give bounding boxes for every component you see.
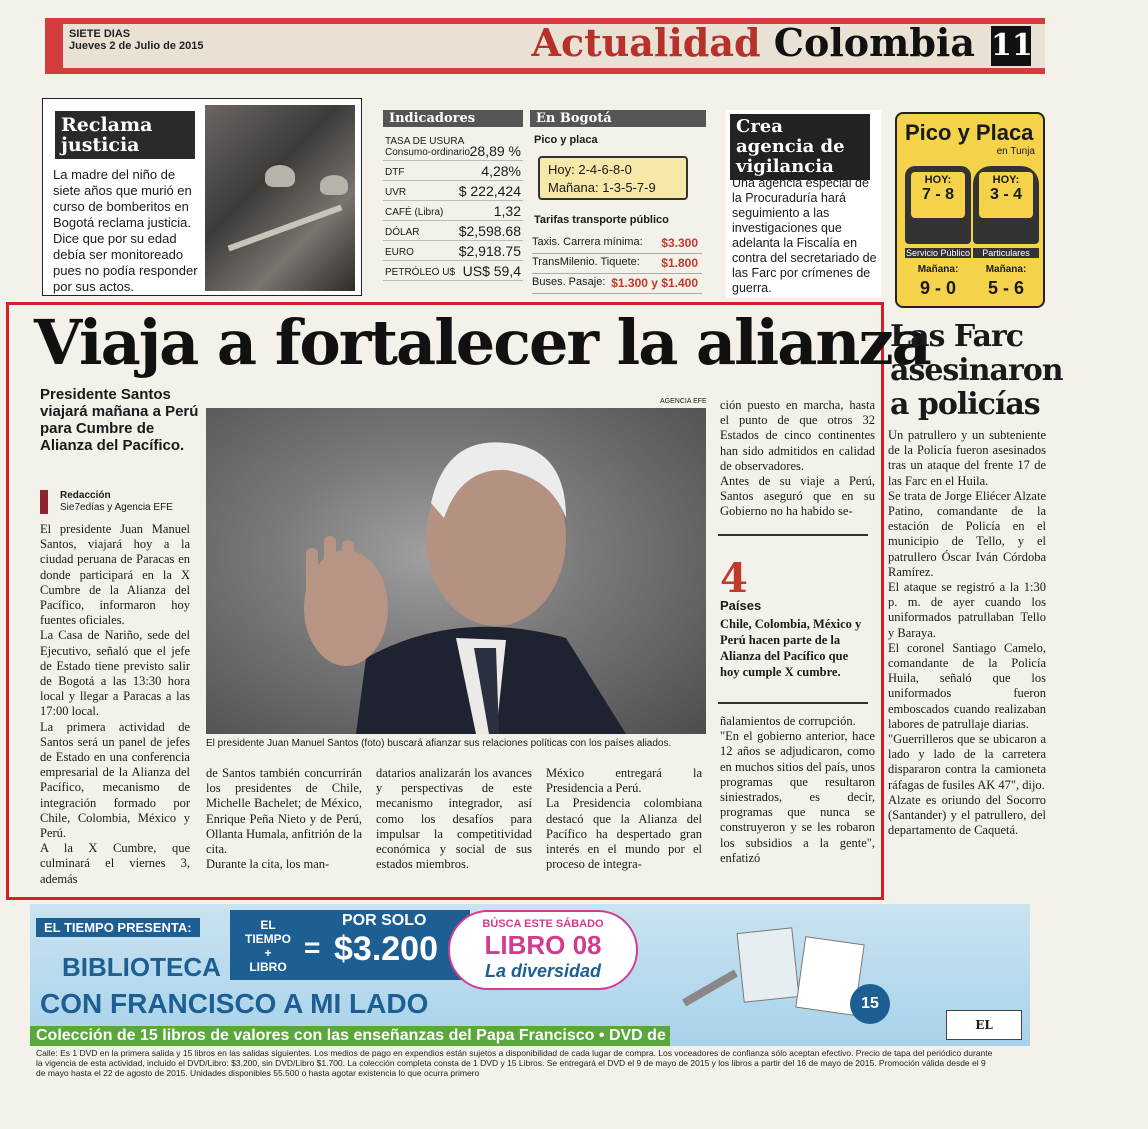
indicadores-list	[383, 127, 523, 281]
helmet-shape	[265, 165, 295, 187]
ad-price-box	[230, 910, 470, 980]
hose-shape	[228, 205, 343, 252]
indicator-row	[383, 261, 523, 281]
hoy-label: HOY:	[992, 174, 1020, 186]
section-small-label: SIETE DIAS	[69, 28, 131, 40]
article-col-5-top: ción puesto en marcha, hasta el punto de que otros 32 Estados de cinco continentes han sido admitidos en calidad de observadores. Antes de su viaje a Perú, Santos aseguró que en su Gobierno no ha habido se-	[720, 398, 875, 519]
book-cover	[736, 927, 799, 1002]
crea-title: Crea agencia de vigilancia	[730, 114, 870, 180]
ad-presenta: EL TIEMPO PRESENTA:	[36, 918, 200, 937]
stat-label: Países	[720, 598, 762, 613]
side-headline: Las Farc asesinaron a policías	[890, 319, 1063, 422]
reclama-title: Reclama justicia	[55, 111, 195, 159]
fare-row	[532, 236, 702, 254]
license-plate	[538, 156, 688, 200]
stat-text: Chile, Colombia, México y Perú hacen parte de la Alianza del Pacífico que hoy cumple X cumbre.	[720, 617, 862, 679]
indicator-value: 28,89 %	[469, 143, 521, 159]
particular-manana: 5 - 6	[987, 278, 1025, 298]
ad-por-solo: POR SOLO	[342, 912, 427, 929]
ad-diversidad: La diversidad	[484, 961, 602, 981]
indicator-row	[383, 201, 523, 221]
ad-biblioteca: BIBLIOTECA	[62, 952, 221, 982]
pico-tunja-title: Pico y Placa	[905, 120, 1034, 145]
indicator-value: $2,598.68	[458, 223, 521, 239]
photo-caption: El presidente Juan Manuel Santos (foto) buscará afianzar sus relaciones políticas con los países aliados.	[206, 738, 672, 749]
ad-strip: Colección de 15 libros de valores con las enseñanzas del Papa Francisco • DVD de	[30, 1026, 670, 1046]
article-col-4: México entregará la Presidencia a Perú. La Presidencia colombiana destacó que la Alianza del Pacífico ha despertado gran interés en el mundo por el proceso de integra-	[546, 766, 702, 872]
divider	[718, 534, 868, 536]
pico-manana: Mañana: 1-3-5-7-9	[548, 180, 656, 195]
pico-placa-label: Pico y placa	[534, 134, 598, 146]
ad-busca: BÚSCA ESTE SÁBADO	[482, 918, 604, 930]
ad-francisco: CON FRANCISCO A MI LADO	[40, 988, 429, 1019]
byline	[40, 490, 173, 514]
firefighters-photo	[205, 105, 355, 291]
article-col-5-bottom: ñalamientos de corrupción. "En el gobierno anterior, hace 12 años se adjudicaron, como en muchos sitios del país, unos programas que resultaron siniestrados, es decir, programas que nunca se construyeron y se les robaron los subsidios a la gente", enfatizó	[720, 714, 875, 865]
fare-label: Taxis. Carrera mínima:	[532, 236, 643, 248]
helmet-shape	[320, 175, 348, 195]
main-headline: Viaja a fortalecer la alianza	[34, 306, 930, 379]
ad-15-badge: 15	[850, 984, 890, 1024]
fare-label: Buses. Pasaje:	[532, 276, 606, 288]
ad-libro-number: LIBRO 08	[484, 930, 602, 960]
publico-manana: 9 - 0	[919, 278, 957, 298]
ad-illustration	[670, 924, 900, 1024]
pico-tunja-subtitle: en Tunja	[996, 146, 1035, 157]
ad-combo-2: +	[264, 946, 272, 960]
indicator-label: UVR	[385, 187, 407, 198]
car-icon	[973, 166, 1039, 244]
pico-hoy: Hoy: 2-4-6-8-0	[548, 162, 632, 177]
divider	[718, 702, 868, 704]
manana-label: Mañana:	[985, 264, 1027, 275]
crea-agencia-box	[726, 110, 881, 298]
indicator-label: PETRÓLEO U$	[385, 267, 456, 278]
indicator-row	[383, 221, 523, 241]
manana-label: Mañana:	[917, 264, 959, 275]
indicator-row	[383, 241, 523, 261]
photo-credit: AGENCIA EFE	[660, 398, 707, 405]
section-title-red: Actualidad	[531, 20, 761, 65]
indicadores-box	[383, 110, 523, 290]
indicator-label: TASA DE USURA Consumo-ordinario	[385, 136, 471, 158]
indicator-value: US$ 59,4	[462, 263, 521, 279]
particular-label: Particulares	[973, 248, 1039, 258]
indicadores-title: Indicadores	[383, 110, 523, 127]
fare-amount: $3.300	[661, 236, 698, 250]
ad-price: $3.200	[334, 930, 438, 968]
indicator-value: $2,918.75	[458, 243, 521, 259]
section-header	[45, 18, 1045, 74]
page-number: 11	[991, 26, 1031, 66]
ad-combo-3: LIBRO	[249, 960, 287, 974]
fare-label: TransMilenio. Tiquete:	[532, 256, 640, 268]
indicator-value: 4,28%	[481, 163, 521, 179]
issue-date: Jueves 2 de Julio de 2015	[69, 40, 204, 52]
indicator-label: CAFÉ (Libra)	[385, 207, 444, 218]
santos-photo	[206, 408, 706, 734]
ad-equals: =	[304, 932, 321, 963]
indicator-value: $ 222,424	[458, 183, 521, 199]
side-article-body: Un patrullero y un subteniente de la Policía fueron asesinados tras un ataque del frente 17 de las Farc en el Huila. Se trata de Jorge Eliécer Alzate Patino, comandante de la estación de Policía en el municipio de Tello, y el patrullero Óscar Iván Córdoba Ramírez. El ataque se registró a la 1:30 p. m. de ayer cuando los uniformados patrullaban Tello y Baraya. El coronel Santiago Camelo, comandante de la Policía Huila, señaló que los uniformados fueron emboscados cuando realizaban labores de patrullaje diarias. "Guerrilleros que se ubicaron a lado y lado de la carretera dispararon contra la camioneta ráfagas de fusiles AK 47", dijo. Alzate es oriundo del Socorro (Santander) y el patrullero, del departamento de Caquetá.	[888, 428, 1046, 838]
article-col-2: de Santos también concurrirán los presidentes de Chile, Michelle Bachelet; de México, Enrique Peña Nieto y de Perú, Ollanta Humala, anfitrión de la cita. Durante la cita, los man-	[206, 766, 362, 872]
ad-combo	[238, 918, 298, 974]
article-col-3: datarios analizarán los avances y perspectivas de este mecanismo integrador, así como los desafíos para impulsar la competitividad económica y social de sus estados miembros.	[376, 766, 532, 872]
section-title	[531, 20, 975, 65]
indicator-row	[383, 161, 523, 181]
bogota-box	[530, 110, 706, 290]
fare-amount: $1.800	[661, 256, 698, 270]
bogota-title: En Bogotá	[530, 110, 706, 127]
indicator-label: DTF	[385, 167, 405, 178]
byline-author: Redacción	[60, 490, 111, 501]
reclama-body: La madre del niño de siete años que murió en curso de bomberitos en Bogotá reclama justicia. Dice que por su edad debía ser monitoreado pues no podía responder por sus actos.	[53, 167, 198, 294]
indicator-label: EURO	[385, 247, 414, 258]
publico-label: Servicio Público	[905, 248, 971, 258]
slide-shape	[682, 970, 738, 1007]
advertisement	[30, 904, 1030, 1046]
article-col-1	[40, 522, 190, 887]
hoy-label: HOY:	[924, 174, 952, 186]
pico-placa-tunja-box	[895, 112, 1045, 308]
crea-body: Una agencia especial de la Procuraduría hará seguimiento a las investigaciones que adelanta la Fiscalía en contra del secretariado de las Farc por crímenes de guerra.	[732, 176, 877, 295]
article-text: El presidente Juan Manuel Santos, viajará hoy a la ciudad peruana de Paracas en donde participará en la X Cumbre de la Alianza del Pacífico, informaron hoy fuentes oficiales. La Casa de Nariño, sede del Ejecutivo, señaló que el jefe de Estado tiene previsto salir de Bogotá a las 13:30 hora local y llegar a Paracas a las 17:00 local. La primera actividad de Santos será un panel de jefes de Estado en una conferencia empresarial de la Alianza del Pacífico, mecanismo de integración formado por Chile, Colombia, México y Perú. A la X Cumbre, que culminará el viernes 3, además	[40, 522, 190, 886]
particular-hoy: 3 - 4	[989, 186, 1022, 203]
indicator-value: 1,32	[493, 203, 521, 219]
section-title-black: Colombia	[773, 20, 975, 65]
byline-agency: Sie7edías y Agencia EFE	[60, 502, 173, 513]
fare-amount: $1.300 y $1.400	[611, 276, 698, 290]
main-deck: Presidente Santos viajará mañana a Perú para Cumbre de Alianza del Pacífico.	[40, 386, 199, 454]
fare-row	[532, 256, 702, 274]
indicator-row	[383, 181, 523, 201]
indicator-label: DÓLAR	[385, 227, 420, 238]
tarifas-title: Tarifas transporte público	[534, 214, 669, 226]
header-dateline	[69, 28, 204, 52]
fare-row	[532, 276, 702, 294]
publico-hoy: 7 - 8	[921, 186, 954, 203]
portrait-illustration	[206, 408, 706, 734]
ad-libro-badge	[448, 910, 638, 990]
indicator-row	[383, 127, 523, 161]
el-tiempo-logo: EL	[946, 1010, 1022, 1040]
ad-combo-1: EL TIEMPO	[244, 918, 291, 946]
bus-icon	[905, 166, 971, 244]
stat-number: 4	[720, 555, 748, 602]
ad-fine-print: Calle: Es 1 DVD en la primera salida y 15 libros en las salidas siguientes. Los medios de pago en expendios están sujetos a disponibilidad de cada lugar de compra. Los voceadores de confianza sólo aceptan efectivo. Precio de tapa del periódico durante la vigencia de esta actividad, incluido el DVD/Libro: $3.200, sin DVD/Libro $1.700. La colección completa consta de 1 DVD y 15 Libros. Se entregará el DVD el 9 de mayo de 2015 y los libros a partir del 16 de mayo de 2015. Promoción válida desde el 9 de mayo hasta el 22 de agosto de 2015. Unidades disponibles 55.500 o hasta agotar existencia lo que ocurra primero	[36, 1048, 993, 1078]
reclama-justicia-box	[42, 98, 362, 296]
